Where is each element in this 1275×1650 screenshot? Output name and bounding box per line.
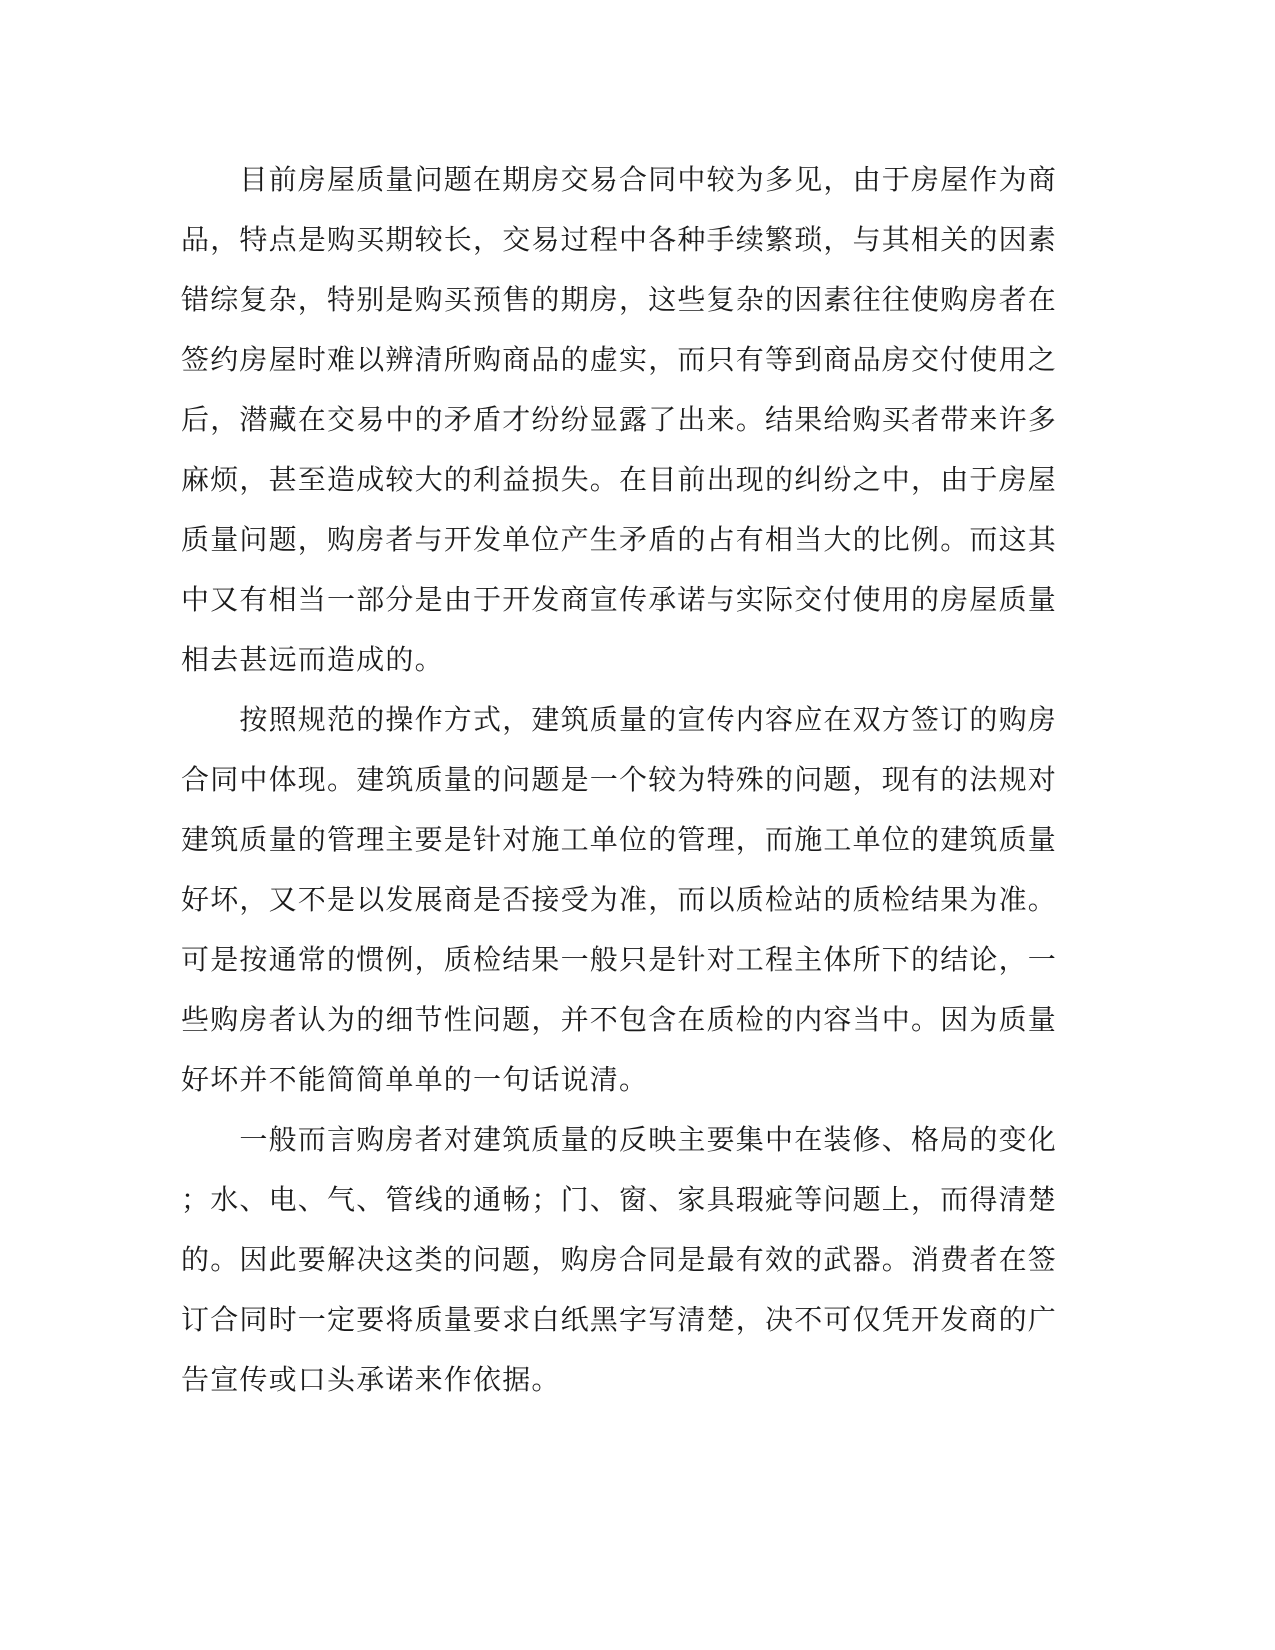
paragraph-line: 错综复杂，特别是购买预售的期房，这些复杂的因素往往使购房者在 (181, 283, 1058, 316)
paragraph-line: ；水、电、气、管线的通畅；门、窗、家具瑕疵等问题上，而得清楚 (181, 1183, 1058, 1216)
paragraph-line: 好坏并不能简简单单的一句话说清。 (181, 1063, 649, 1096)
paragraph-1 (181, 150, 1058, 690)
paragraph-line: 后，潜藏在交易中的矛盾才纷纷显露了出来。结果给购买者带来许多 (181, 403, 1058, 436)
paragraph-line: 订合同时一定要将质量要求白纸黑字写清楚，决不可仅凭开发商的广 (181, 1303, 1058, 1336)
paragraph-line: 告宣传或口头承诺来作依据。 (181, 1363, 561, 1396)
paragraph-line: 签约房屋时难以辨清所购商品的虚实，而只有等到商品房交付使用之 (181, 343, 1058, 376)
paragraph-line: 些购房者认为的细节性问题，并不包含在质检的内容当中。因为质量 (181, 1003, 1058, 1036)
paragraph-line: 质量问题，购房者与开发单位产生矛盾的占有相当大的比例。而这其 (181, 523, 1058, 556)
paragraph-line: 好坏，又不是以发展商是否接受为准，而以质检站的质检结果为准。 (181, 883, 1058, 916)
paragraph-line: 品，特点是购买期较长，交易过程中各种手续繁琐，与其相关的因素 (181, 223, 1058, 256)
paragraph-line: 麻烦，甚至造成较大的利益损失。在目前出现的纠纷之中，由于房屋 (181, 463, 1058, 496)
paragraph-line: 的。因此要解决这类的问题，购房合同是最有效的武器。消费者在签 (181, 1243, 1058, 1276)
paragraph-line: 目前房屋质量问题在期房交易合同中较为多见，由于房屋作为商 (181, 163, 1058, 196)
paragraph-line: 建筑质量的管理主要是针对施工单位的管理，而施工单位的建筑质量 (181, 823, 1058, 856)
paragraph-line: 按照规范的操作方式，建筑质量的宣传内容应在双方签订的购房 (181, 703, 1058, 736)
paragraph-line: 相去甚远而造成的。 (181, 643, 444, 676)
paragraph-line: 可是按通常的惯例，质检结果一般只是针对工程主体所下的结论，一 (181, 943, 1058, 976)
paragraph-line: 中又有相当一部分是由于开发商宣传承诺与实际交付使用的房屋质量 (181, 583, 1058, 616)
paragraph-3 (181, 1110, 1058, 1410)
paragraph-line: 合同中体现。建筑质量的问题是一个较为特殊的问题，现有的法规对 (181, 763, 1058, 796)
paragraph-2 (181, 690, 1058, 1110)
paragraph-line: 一般而言购房者对建筑质量的反映主要集中在装修、格局的变化 (181, 1123, 1058, 1156)
document-body (181, 150, 1058, 1410)
